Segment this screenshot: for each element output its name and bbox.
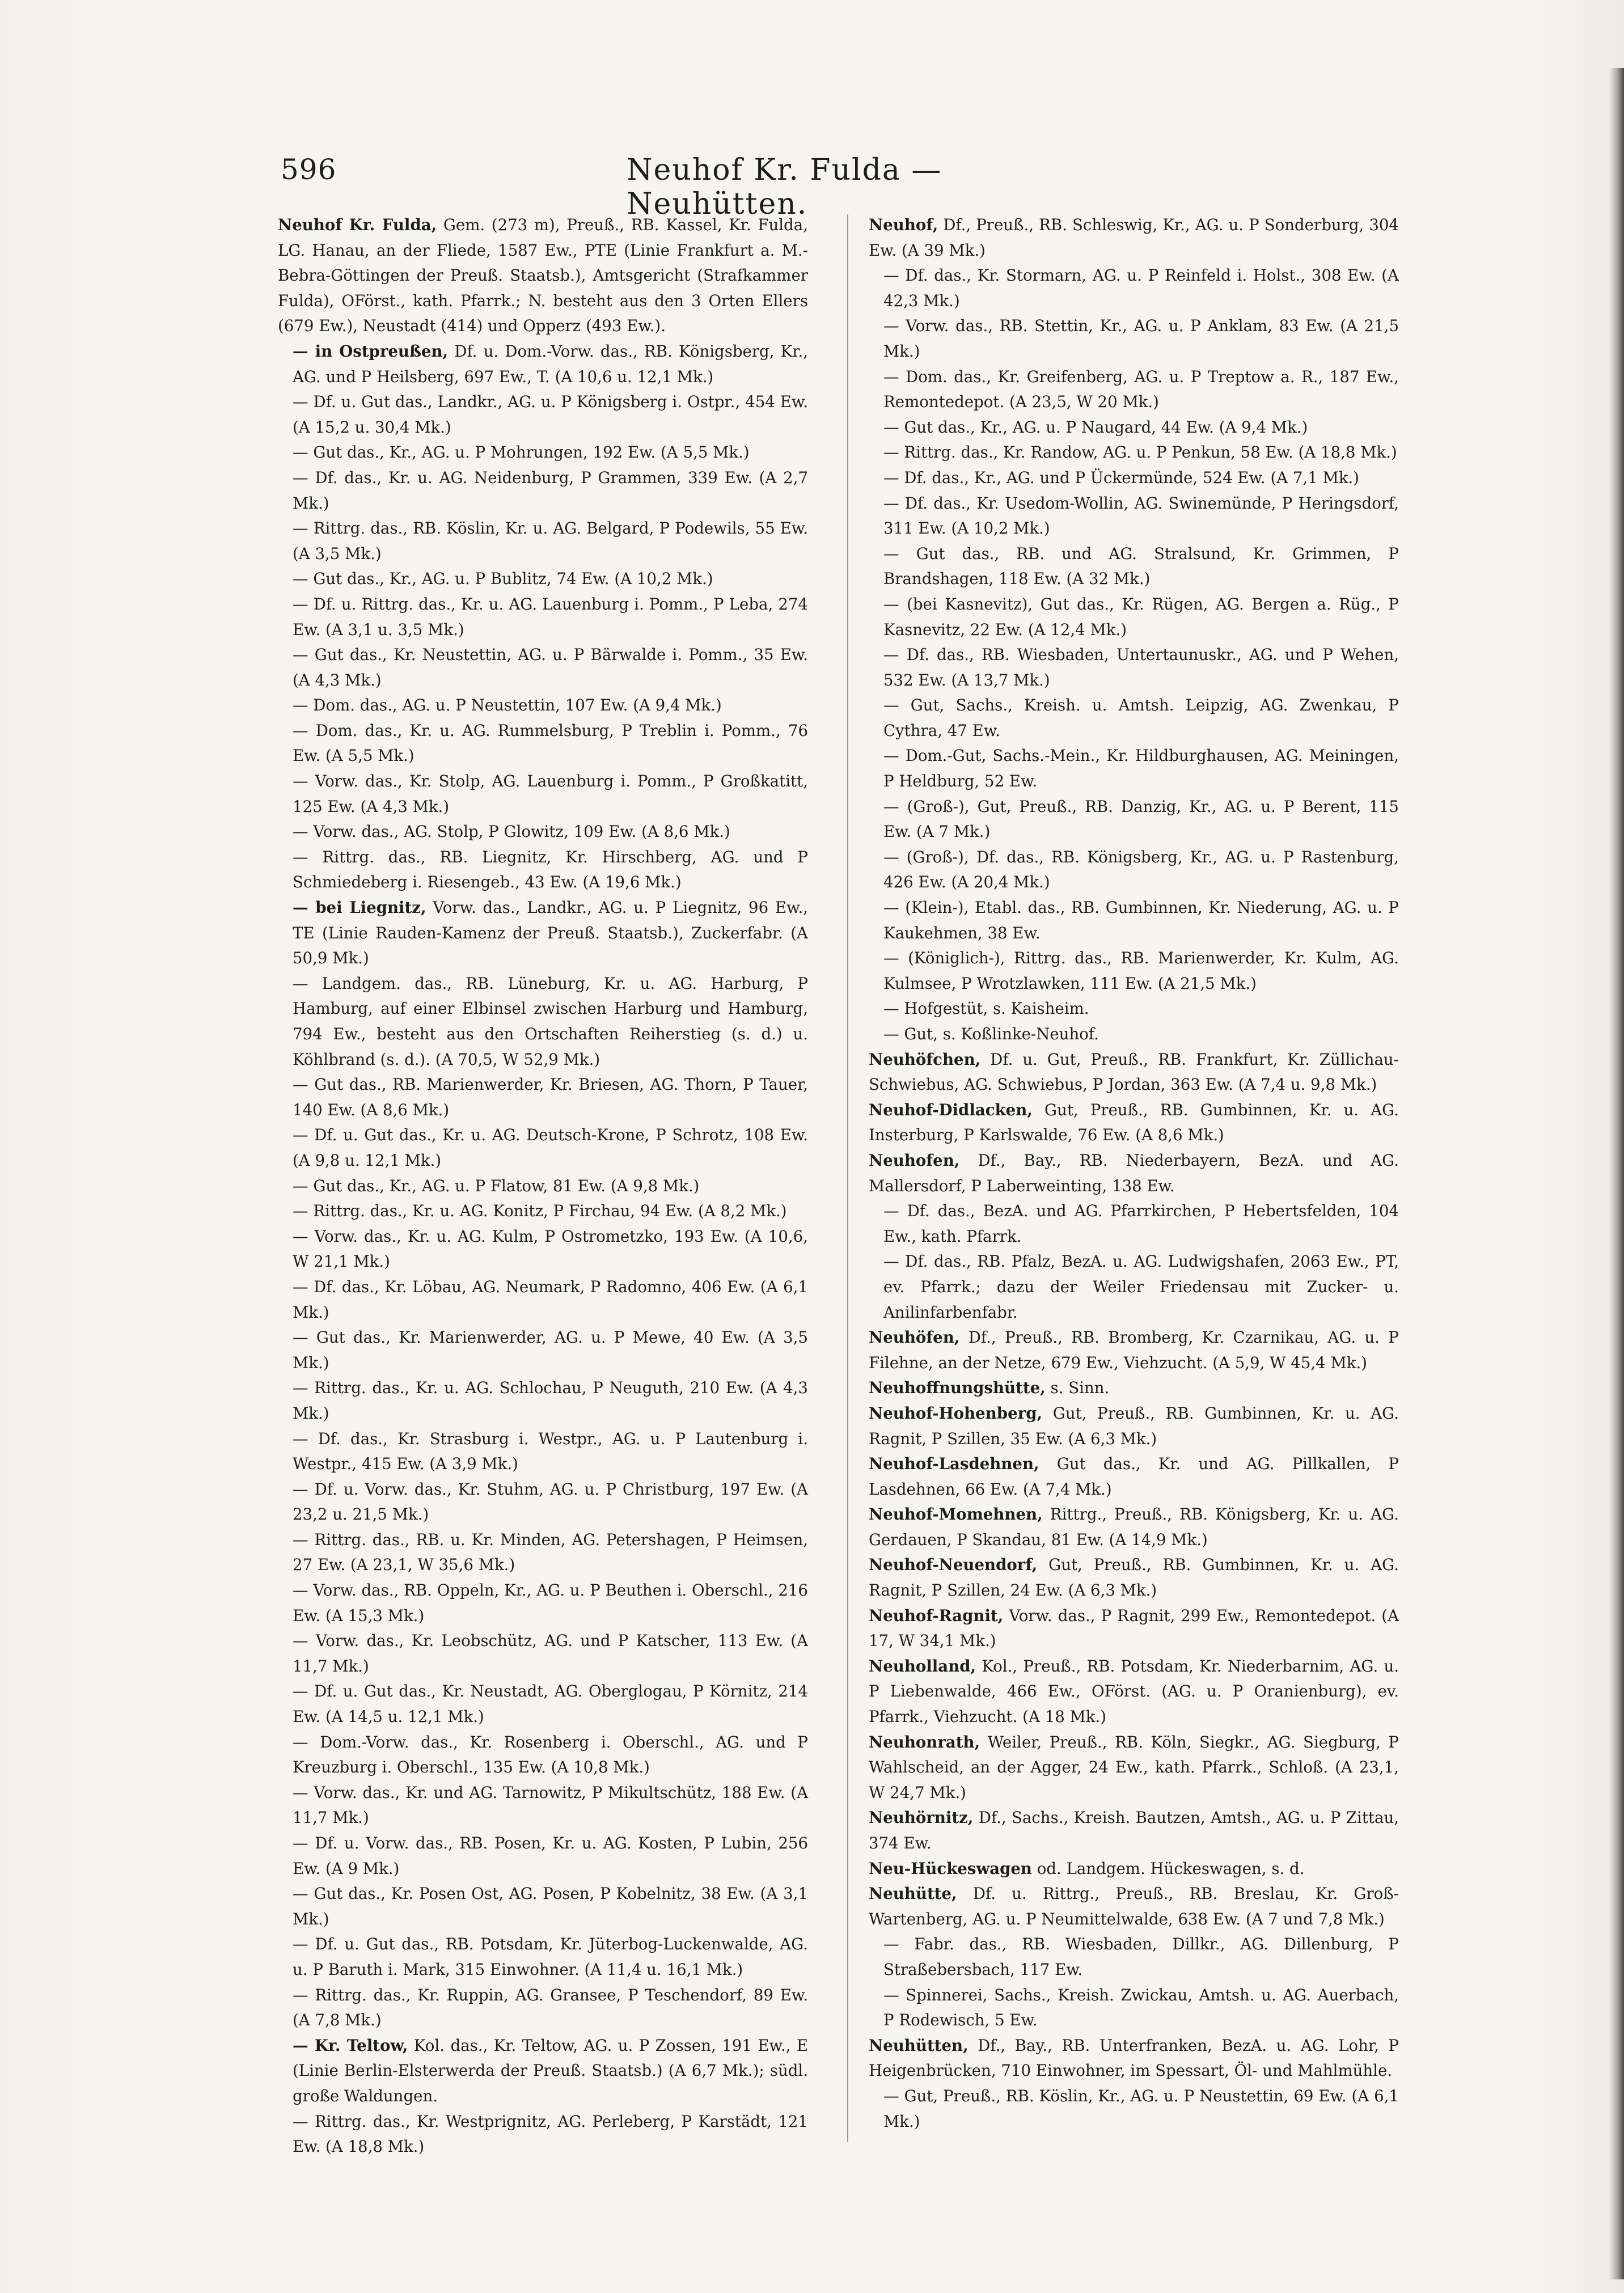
entry-text: Gut, Preuß., RB. Gumbinnen, Kr. u. AG. Ragnit, P Szillen, 35 Ew. (A 6,3 Mk.) (869, 1403, 1399, 1448)
gazetteer-subentry (278, 1376, 808, 1426)
entry-text: — Vorw. das., Kr. u. AG. Kulm, P Ostrometzko, 193 Ew. (A 10,6, W 21,1 Mk.) (293, 1226, 808, 1271)
entry-text: — Df. das., Kr. u. AG. Neidenburg, P Grammen, 339 Ew. (A 2,7 Mk.) (293, 468, 808, 513)
entry-text: Df., Bay., RB. Niederbayern, BezA. und AG. Mallersdorf, P Laberweinting, 138 Ew. (869, 1150, 1399, 1195)
entry-headword: Neuhonrath, (869, 1732, 980, 1752)
entry-text: Gut das., Kr. und AG. Pillkallen, P Lasdehnen, 66 Ew. (A 7,4 Mk.) (869, 1454, 1399, 1499)
entry-text: — Rittrg. das., Kr. u. AG. Schlochau, P Neuguth, 210 Ew. (A 4,3 Mk.) (293, 1378, 808, 1423)
gazetteer-subentry (869, 2084, 1399, 2134)
gazetteer-subentry (278, 1072, 808, 1123)
entry-text: — Vorw. das., RB. Stettin, Kr., AG. u. P Anklam, 83 Ew. (A 21,5 Mk.) (883, 316, 1399, 361)
gazetteer-subentry (869, 263, 1399, 314)
entry-text: Weiler, Preuß., RB. Köln, Siegkr., AG. Siegburg, P Wahlscheid, an der Agger, 24 Ew., kath. Pfarrk., Schloß. (A 23,1, W 24,7 Mk.) (869, 1732, 1399, 1802)
entry-text: — Rittrg. das., RB. Liegnitz, Kr. Hirschberg, AG. und P Schmiedeberg i. Riesengeb., 43 Ew. (A 19,6 Mk.) (293, 847, 808, 892)
entry-text: — Df. u. Gut das., Kr. Neustadt, AG. Oberglogau, P Körnitz, 214 Ew. (A 14,5 u. 12,1 Mk.) (293, 1682, 808, 1727)
gazetteer-entry (869, 1401, 1399, 1452)
entry-headword: Neuhöfchen, (869, 1050, 981, 1069)
gazetteer-subentry (278, 2109, 808, 2160)
entry-text: — Vorw. das., Kr. Stolp, AG. Lauenburg i. Pomm., P Großkatitt, 125 Ew. (A 4,3 Mk.) (293, 772, 808, 816)
entry-text: — Rittrg. das., RB. Köslin, Kr. u. AG. Belgard, P Podewils, 55 Ew. (A 3,5 Mk.) (293, 519, 808, 563)
gazetteer-subentry (278, 566, 808, 592)
gazetteer-entry (869, 1805, 1399, 1856)
gazetteer-subentry (869, 1983, 1399, 2033)
entry-text: — Rittrg. das., RB. u. Kr. Minden, AG. Petershagen, P Heimsen, 27 Ew. (A 23,1, W 35,6 Mk.) (293, 1530, 808, 1575)
entry-text: — Dom. das., Kr. u. AG. Rummelsburg, P Treblin i. Pomm., 76 Ew. (A 5,5 Mk.) (293, 721, 808, 765)
gazetteer-subentry (278, 769, 808, 819)
entry-text: — Gut das., Kr., AG. u. P Mohrungen, 192 Ew. (A 5,5 Mk.) (293, 443, 750, 462)
gazetteer-subentry (278, 1477, 808, 1528)
entry-text: — Df. das., RB. Pfalz, BezA. u. AG. Ludwigshafen, 2063 Ew., PT, ev. Pfarrk.; dazu der Weiler Friedensau mit Zucker- u. Anilinfarbenfabr. (883, 1252, 1399, 1322)
entry-text: — Hofgestüt, s. Kaisheim. (883, 999, 1089, 1018)
entry-headword: Neuholland, (869, 1656, 976, 1676)
gazetteer-subentry (869, 440, 1399, 466)
entry-text: — Gut, s. Koßlinke-Neuhof. (883, 1025, 1099, 1043)
entry-text: Df., Preuß., RB. Bromberg, Kr. Czarnikau, AG. u. P Filehne, an der Netze, 679 Ew., Viehzucht. (A 5,9, W 45,4 Mk.) (869, 1328, 1399, 1372)
entry-headword: — Kr. Teltow, (293, 2036, 408, 2055)
entry-text: Kol., Preuß., RB. Potsdam, Kr. Niederbarnim, AG. u. P Liebenwalde, 466 Ew., OFörst. (AG. u. P Oranienburg), ev. Pfarrk., Viehzucht. (A 18 Mk.) (869, 1656, 1399, 1727)
gazetteer-subentry (278, 440, 808, 466)
gazetteer-subentry (869, 895, 1399, 946)
gazetteer-subentry (278, 390, 808, 440)
entry-text: — Gut, Sachs., Kreish. u. Amtsh. Leipzig, AG. Zwenkau, P Cythra, 47 Ew. (883, 696, 1399, 740)
entry-text: — Vorw. das., AG. Stolp, P Glowitz, 109 Ew. (A 8,6 Mk.) (293, 822, 730, 841)
entry-text: — (Groß-), Gut, Preuß., RB. Danzig, Kr., AG. u. P Berent, 115 Ew. (A 7 Mk.) (883, 797, 1399, 841)
entry-headword: Neuhof-Hohenberg, (869, 1403, 1043, 1423)
gazetteer-subentry (869, 541, 1399, 592)
gazetteer-subentry (278, 971, 808, 1072)
entry-text: — Dom.-Gut, Sachs.-Mein., Kr. Hildburghausen, AG. Meiningen, P Heldburg, 52 Ew. (883, 746, 1399, 791)
gazetteer-subentry (278, 1174, 808, 1199)
entry-headword: — in Ostpreußen, (293, 341, 449, 361)
gazetteer-subentry (278, 642, 808, 693)
entry-headword: Neuhof-Momehnen, (869, 1505, 1043, 1524)
gazetteer-subentry (278, 693, 808, 718)
entry-headword: Neuhoffnungshütte, (869, 1378, 1046, 1398)
gazetteer-subentry (278, 1427, 808, 1477)
gazetteer-entry (869, 1325, 1399, 1376)
gazetteer-subentry (869, 365, 1399, 415)
gazetteer-subentry (869, 314, 1399, 364)
gazetteer-subentry (278, 1983, 808, 2033)
gazetteer-entry (869, 2033, 1399, 2084)
entry-text: — Df. das., RB. Wiesbaden, Untertaunuskr., AG. und P Wehen, 532 Ew. (A 13,7 Mk.) (883, 645, 1399, 689)
gazetteer-subentry (278, 516, 808, 566)
entry-text: — Rittrg. das., Kr. u. AG. Konitz, P Firchau, 94 Ew. (A 8,2 Mk.) (293, 1202, 787, 1221)
entry-headword: Neuhof Kr. Fulda, (278, 215, 437, 234)
entry-text: od. Landgem. Hückeswagen, s. d. (1031, 1859, 1305, 1878)
entry-text: — Rittrg. das., Kr. Westprignitz, AG. Perleberg, P Karstädt, 121 Ew. (A 18,8 Mk.) (293, 2112, 808, 2156)
page-header (281, 153, 1131, 221)
entry-headword: Neuhütte, (869, 1884, 957, 1903)
gazetteer-subentry (869, 996, 1399, 1022)
entry-text: — Dom.-Vorw. das., Kr. Rosenberg i. Oberschl., AG. und P Kreuzburg i. Oberschl., 135 Ew. (A 10,8 Mk.) (293, 1732, 808, 1777)
entry-text: — Df. u. Rittrg. das., Kr. u. AG. Lauenburg i. Pomm., P Leba, 274 Ew. (A 3,1 u. 3,5 Mk.) (293, 594, 808, 639)
entry-headword: Neuhofen, (869, 1150, 960, 1170)
gazetteer-entry (869, 1376, 1399, 1401)
gazetteer-subentry (869, 1249, 1399, 1325)
gazetteer-subentry (278, 1224, 808, 1275)
gazetteer-subentry (278, 1325, 808, 1376)
gazetteer-subentry (278, 1831, 808, 1881)
gazetteer-entry (278, 895, 808, 971)
gazetteer-entry (869, 1148, 1399, 1199)
gazetteer-subentry (869, 415, 1399, 441)
gazetteer-entry (869, 1452, 1399, 1502)
gazetteer-subentry (278, 1780, 808, 1831)
gazetteer-subentry (278, 1932, 808, 1982)
gazetteer-subentry (869, 743, 1399, 794)
entry-text: — Vorw. das., RB. Oppeln, Kr., AG. u. P Beuthen i. Oberschl., 216 Ew. (A 15,3 Mk.) (293, 1581, 808, 1625)
page-number: 596 (281, 153, 337, 186)
gazetteer-subentry (869, 1199, 1399, 1249)
gazetteer-subentry (869, 642, 1399, 693)
column-divider (847, 214, 848, 2142)
entry-text: — Landgem. das., RB. Lüneburg, Kr. u. AG. Harburg, P Hamburg, auf einer Elbinsel zwischen Harburg und Hamburg, 794 Ew., besteht aus den Ortschaften Reiherstieg (s. d.) u. Köhlbrand (s. d.). (A 70,5, W 52,9 Mk.) (293, 974, 808, 1069)
entry-text: — (Klein-), Etabl. das., RB. Gumbinnen, Kr. Niederung, AG. u. P Kaukehmen, 38 Ew. (883, 898, 1399, 942)
entry-headword: Neuhof-Neuendorf, (869, 1555, 1038, 1575)
entry-headword: Neuhof-Ragnit, (869, 1606, 1004, 1625)
gazetteer-entry (869, 1604, 1399, 1654)
page-edge-shadow (1609, 68, 1624, 2279)
entry-text: — Gut das., Kr. Marienwerder, AG. u. P Mewe, 40 Ew. (A 3,5 Mk.) (293, 1328, 808, 1372)
running-title: Neuhof Kr. Fulda — Neuhütten. (627, 153, 942, 221)
gazetteer-subentry (869, 693, 1399, 743)
gazetteer-entry (869, 1730, 1399, 1806)
entry-text: — Df. das., Kr., AG. und P Ückermünde, 524 Ew. (A 7,1 Mk.) (883, 468, 1360, 487)
gazetteer-subentry (278, 1578, 808, 1628)
gazetteer-subentry (278, 718, 808, 769)
entry-text: Df. u. Gut, Preuß., RB. Frankfurt, Kr. Züllichau-Schwiebus, AG. Schwiebus, P Jordan, 363 Ew. (A 7,4 u. 9,8 Mk.) (869, 1050, 1399, 1094)
entry-headword: Neuhof-Lasdehnen, (869, 1454, 1039, 1474)
gazetteer-subentry (278, 1199, 808, 1224)
entry-text: Gut, Preuß., RB. Gumbinnen, Kr. u. AG. Ragnit, P Szillen, 24 Ew. (A 6,3 Mk.) (869, 1555, 1399, 1600)
entry-headword: Neu-Hückeswagen (869, 1859, 1032, 1878)
gazetteer-subentry (869, 1932, 1399, 1982)
entry-text: — Df. u. Vorw. das., Kr. Stuhm, AG. u. P Christburg, 197 Ew. (A 23,2 u. 21,5 Mk.) (293, 1479, 808, 1524)
gazetteer-subentry (278, 819, 808, 845)
gazetteer-entry (869, 1552, 1399, 1603)
entry-text: — Df. das., Kr. Usedom-Wollin, AG. Swinemünde, P Heringsdorf, 311 Ew. (A 10,2 Mk.) (883, 493, 1399, 538)
entry-text: — Gut das., Kr., AG. u. P Bublitz, 74 Ew. (A 10,2 Mk.) (293, 569, 713, 589)
entry-headword: Neuhütten, (869, 2036, 969, 2055)
entry-text: — (Groß-), Df. das., RB. Königsberg, Kr., AG. u. P Rastenburg, 426 Ew. (A 20,4 Mk.) (883, 847, 1399, 892)
entry-text: — Gut das., Kr. Posen Ost, AG. Posen, P Kobelnitz, 38 Ew. (A 3,1 Mk.) (293, 1884, 808, 1928)
gazetteer-entry (869, 1502, 1399, 1552)
gazetteer-entry (278, 213, 808, 339)
gazetteer-entry (869, 1098, 1399, 1148)
left-column (278, 213, 809, 2156)
entry-text: — Dom. das., Kr. Greifenberg, AG. u. P Treptow a. R., 187 Ew., Remontedepot. (A 23,5, W 20 Mk.) (883, 367, 1399, 412)
entry-text: — Df. u. Vorw. das., RB. Posen, Kr. u. AG. Kosten, P Lubin, 256 Ew. (A 9 Mk.) (293, 1834, 808, 1878)
entry-text: — Rittrg. das., Kr. Randow, AG. u. P Penkun, 58 Ew. (A 18,8 Mk.) (883, 443, 1397, 462)
entry-text: — Gut das., Kr., AG. u. P Naugard, 44 Ew. (A 9,4 Mk.) (883, 417, 1308, 437)
gazetteer-subentry (278, 1679, 808, 1729)
entry-headword: Neuhof, (869, 215, 938, 234)
entry-text: Gem. (273 m), Preuß., RB. Kassel, Kr. Fulda, LG. Hanau, an der Fliede, 1587 Ew., PTE (Linie Frankfurt a. M.-Bebra-Göttingen der Preuß. Staatsb.), Amtsgericht (Strafkammer Fulda), OFörst., kath. Pfarrk.; N. besteht aus den 3 Orten Ellers (679 Ew.), Neustadt (414) und Opperz (493 Ew.). (278, 215, 808, 336)
gazetteer-subentry (869, 592, 1399, 642)
entry-text: — Vorw. das., Kr. und AG. Tarnowitz, P Mikultschütz, 188 Ew. (A 11,7 Mk.) (293, 1783, 808, 1827)
gazetteer-subentry (869, 845, 1399, 895)
entry-text: — (bei Kasnevitz), Gut das., Kr. Rügen, AG. Bergen a. Rüg., P Kasnevitz, 22 Ew. (A 12,4 Mk.) (883, 594, 1399, 639)
gazetteer-subentry (869, 1022, 1399, 1047)
gazetteer-subentry (278, 1730, 808, 1780)
entry-text: Vorw. das., P Ragnit, 299 Ew., Remontedepot. (A 17, W 34,1 Mk.) (869, 1606, 1399, 1651)
gazetteer-subentry (278, 1528, 808, 1578)
gazetteer-entry (869, 213, 1399, 263)
entry-text: — Df. das., Kr. Strasburg i. Westpr., AG. u. P Lautenburg i. Westpr., 415 Ew. (A 3,9 Mk.) (293, 1429, 808, 1474)
gazetteer-subentry (869, 491, 1399, 541)
entry-text: Df., Bay., RB. Unterfranken, BezA. u. AG. Lohr, P Heigenbrücken, 710 Einwohner, im Spessart, Öl- und Mahlmühle. (869, 2036, 1399, 2080)
entry-text: — Vorw. das., Kr. Leobschütz, AG. und P Katscher, 113 Ew. (A 11,7 Mk.) (293, 1631, 808, 1676)
entry-text: Kol. das., Kr. Teltow, AG. u. P Zossen, 191 Ew., E (Linie Berlin-Elsterwerda der Preuß. Staatsb.) (A 6,7 Mk.); südl. große Waldungen. (293, 2036, 808, 2105)
entry-text: — Rittrg. das., Kr. Ruppin, AG. Gransee, P Teschendorf, 89 Ew. (A 7,8 Mk.) (293, 1985, 808, 2030)
entry-text: s. Sinn. (1045, 1378, 1110, 1398)
gazetteer-subentry (278, 845, 808, 895)
entry-text: — Spinnerei, Sachs., Kreish. Zwickau, Amtsh. u. AG. Auerbach, P Rodewisch, 5 Ew. (883, 1985, 1399, 2030)
gazetteer-entry (278, 339, 808, 390)
entry-text: — Df. u. Gut das., RB. Potsdam, Kr. Jüterbog-Luckenwalde, AG. u. P Baruth i. Mark, 315 Einwohner. (A 11,4 u. 16,1 Mk.) (293, 1935, 808, 1979)
gazetteer-subentry (869, 466, 1399, 491)
gazetteer-entry (869, 1047, 1399, 1098)
entry-text: — Gut das., RB. Marienwerder, Kr. Briesen, AG. Thorn, P Tauer, 140 Ew. (A 8,6 Mk.) (293, 1075, 808, 1119)
entry-text: — Fabr. das., RB. Wiesbaden, Dillkr., AG. Dillenburg, P Straßebersbach, 117 Ew. (883, 1935, 1399, 1979)
gazetteer-entry (869, 1654, 1399, 1730)
gazetteer-subentry (278, 466, 808, 516)
entry-text: — Gut das., RB. und AG. Stralsund, Kr. Grimmen, P Brandshagen, 118 Ew. (A 32 Mk.) (883, 544, 1399, 589)
entry-text: — Gut das., Kr. Neustettin, AG. u. P Bärwalde i. Pomm., 35 Ew. (A 4,3 Mk.) (293, 645, 808, 689)
entry-text: Df., Preuß., RB. Schleswig, Kr., AG. u. P Sonderburg, 304 Ew. (A 39 Mk.) (869, 215, 1399, 260)
entry-text: — Df. das., Kr. Löbau, AG. Neumark, P Radomno, 406 Ew. (A 6,1 Mk.) (293, 1277, 808, 1322)
entry-text: — Dom. das., AG. u. P Neustettin, 107 Ew. (A 9,4 Mk.) (293, 696, 722, 715)
entry-text: — Df. u. Gut das., Landkr., AG. u. P Königsberg i. Ostpr., 454 Ew. (A 15,2 u. 30,4 Mk.) (293, 392, 808, 437)
entry-text: — Gut das., Kr., AG. u. P Flatow, 81 Ew. (A 9,8 Mk.) (293, 1176, 700, 1195)
gazetteer-entry (278, 2033, 808, 2109)
entry-text: — Df. das., BezA. und AG. Pfarrkirchen, P Hebertsfelden, 104 Ew., kath. Pfarrk. (883, 1202, 1399, 1246)
gazetteer-subentry (278, 1628, 808, 1679)
entry-text: Df., Sachs., Kreish. Bautzen, Amtsh., AG. u. P Zittau, 374 Ew. (869, 1808, 1399, 1852)
gazetteer-subentry (278, 1881, 808, 1932)
gazetteer-subentry (869, 794, 1399, 845)
gazetteer-subentry (278, 1275, 808, 1325)
entry-headword: Neuhöfen, (869, 1328, 960, 1347)
entry-text: Vorw. das., Landkr., AG. u. P Liegnitz, 96 Ew., TE (Linie Rauden-Kamenz der Preuß. Staatsb.), Zuckerfabr. (A 50,9 Mk.) (293, 898, 808, 968)
entry-text: — (Königlich-), Rittrg. das., RB. Marienwerder, Kr. Kulm, AG. Kulmsee, P Wrotzlawken, 111 Ew. (A 21,5 Mk.) (883, 949, 1399, 993)
gazetteer-entry (869, 1881, 1399, 1932)
entry-text: Df. u. Dom.-Vorw. das., RB. Königsberg, Kr., AG. und P Heilsberg, 697 Ew., T. (A 10,6 u. 12,1 Mk.) (293, 341, 809, 386)
entry-headword: Neuhörnitz, (869, 1808, 974, 1827)
entry-text: Rittrg., Preuß., RB. Königsberg, Kr. u. AG. Gerdauen, P Skandau, 81 Ew. (A 14,9 Mk.) (869, 1505, 1399, 1549)
entry-text: Df. u. Rittrg., Preuß., RB. Breslau, Kr. Groß-Wartenberg, AG. u. P Neumittelwalde, 638 Ew. (A 7 und 7,8 Mk.) (869, 1884, 1399, 1928)
entry-text: — Df. u. Gut das., Kr. u. AG. Deutsch-Krone, P Schrotz, 108 Ew. (A 9,8 u. 12,1 Mk.) (293, 1126, 808, 1170)
entry-text: Gut, Preuß., RB. Gumbinnen, Kr. u. AG. Insterburg, P Karlswalde, 76 Ew. (A 8,6 Mk.) (869, 1100, 1399, 1145)
gazetteer-subentry (278, 1123, 808, 1173)
gazetteer-subentry (869, 946, 1399, 996)
right-column (869, 213, 1399, 2146)
gazetteer-entry (869, 1856, 1399, 1882)
gazetteer-subentry (278, 592, 808, 642)
entry-text: — Gut, Preuß., RB. Köslin, Kr., AG. u. P Neustettin, 69 Ew. (A 6,1 Mk.) (883, 2086, 1399, 2131)
entry-headword: Neuhof-Didlacken, (869, 1100, 1033, 1119)
entry-text: — Df. das., Kr. Stormarn, AG. u. P Reinfeld i. Holst., 308 Ew. (A 42,3 Mk.) (883, 266, 1399, 310)
entry-headword: — bei Liegnitz, (293, 898, 426, 917)
